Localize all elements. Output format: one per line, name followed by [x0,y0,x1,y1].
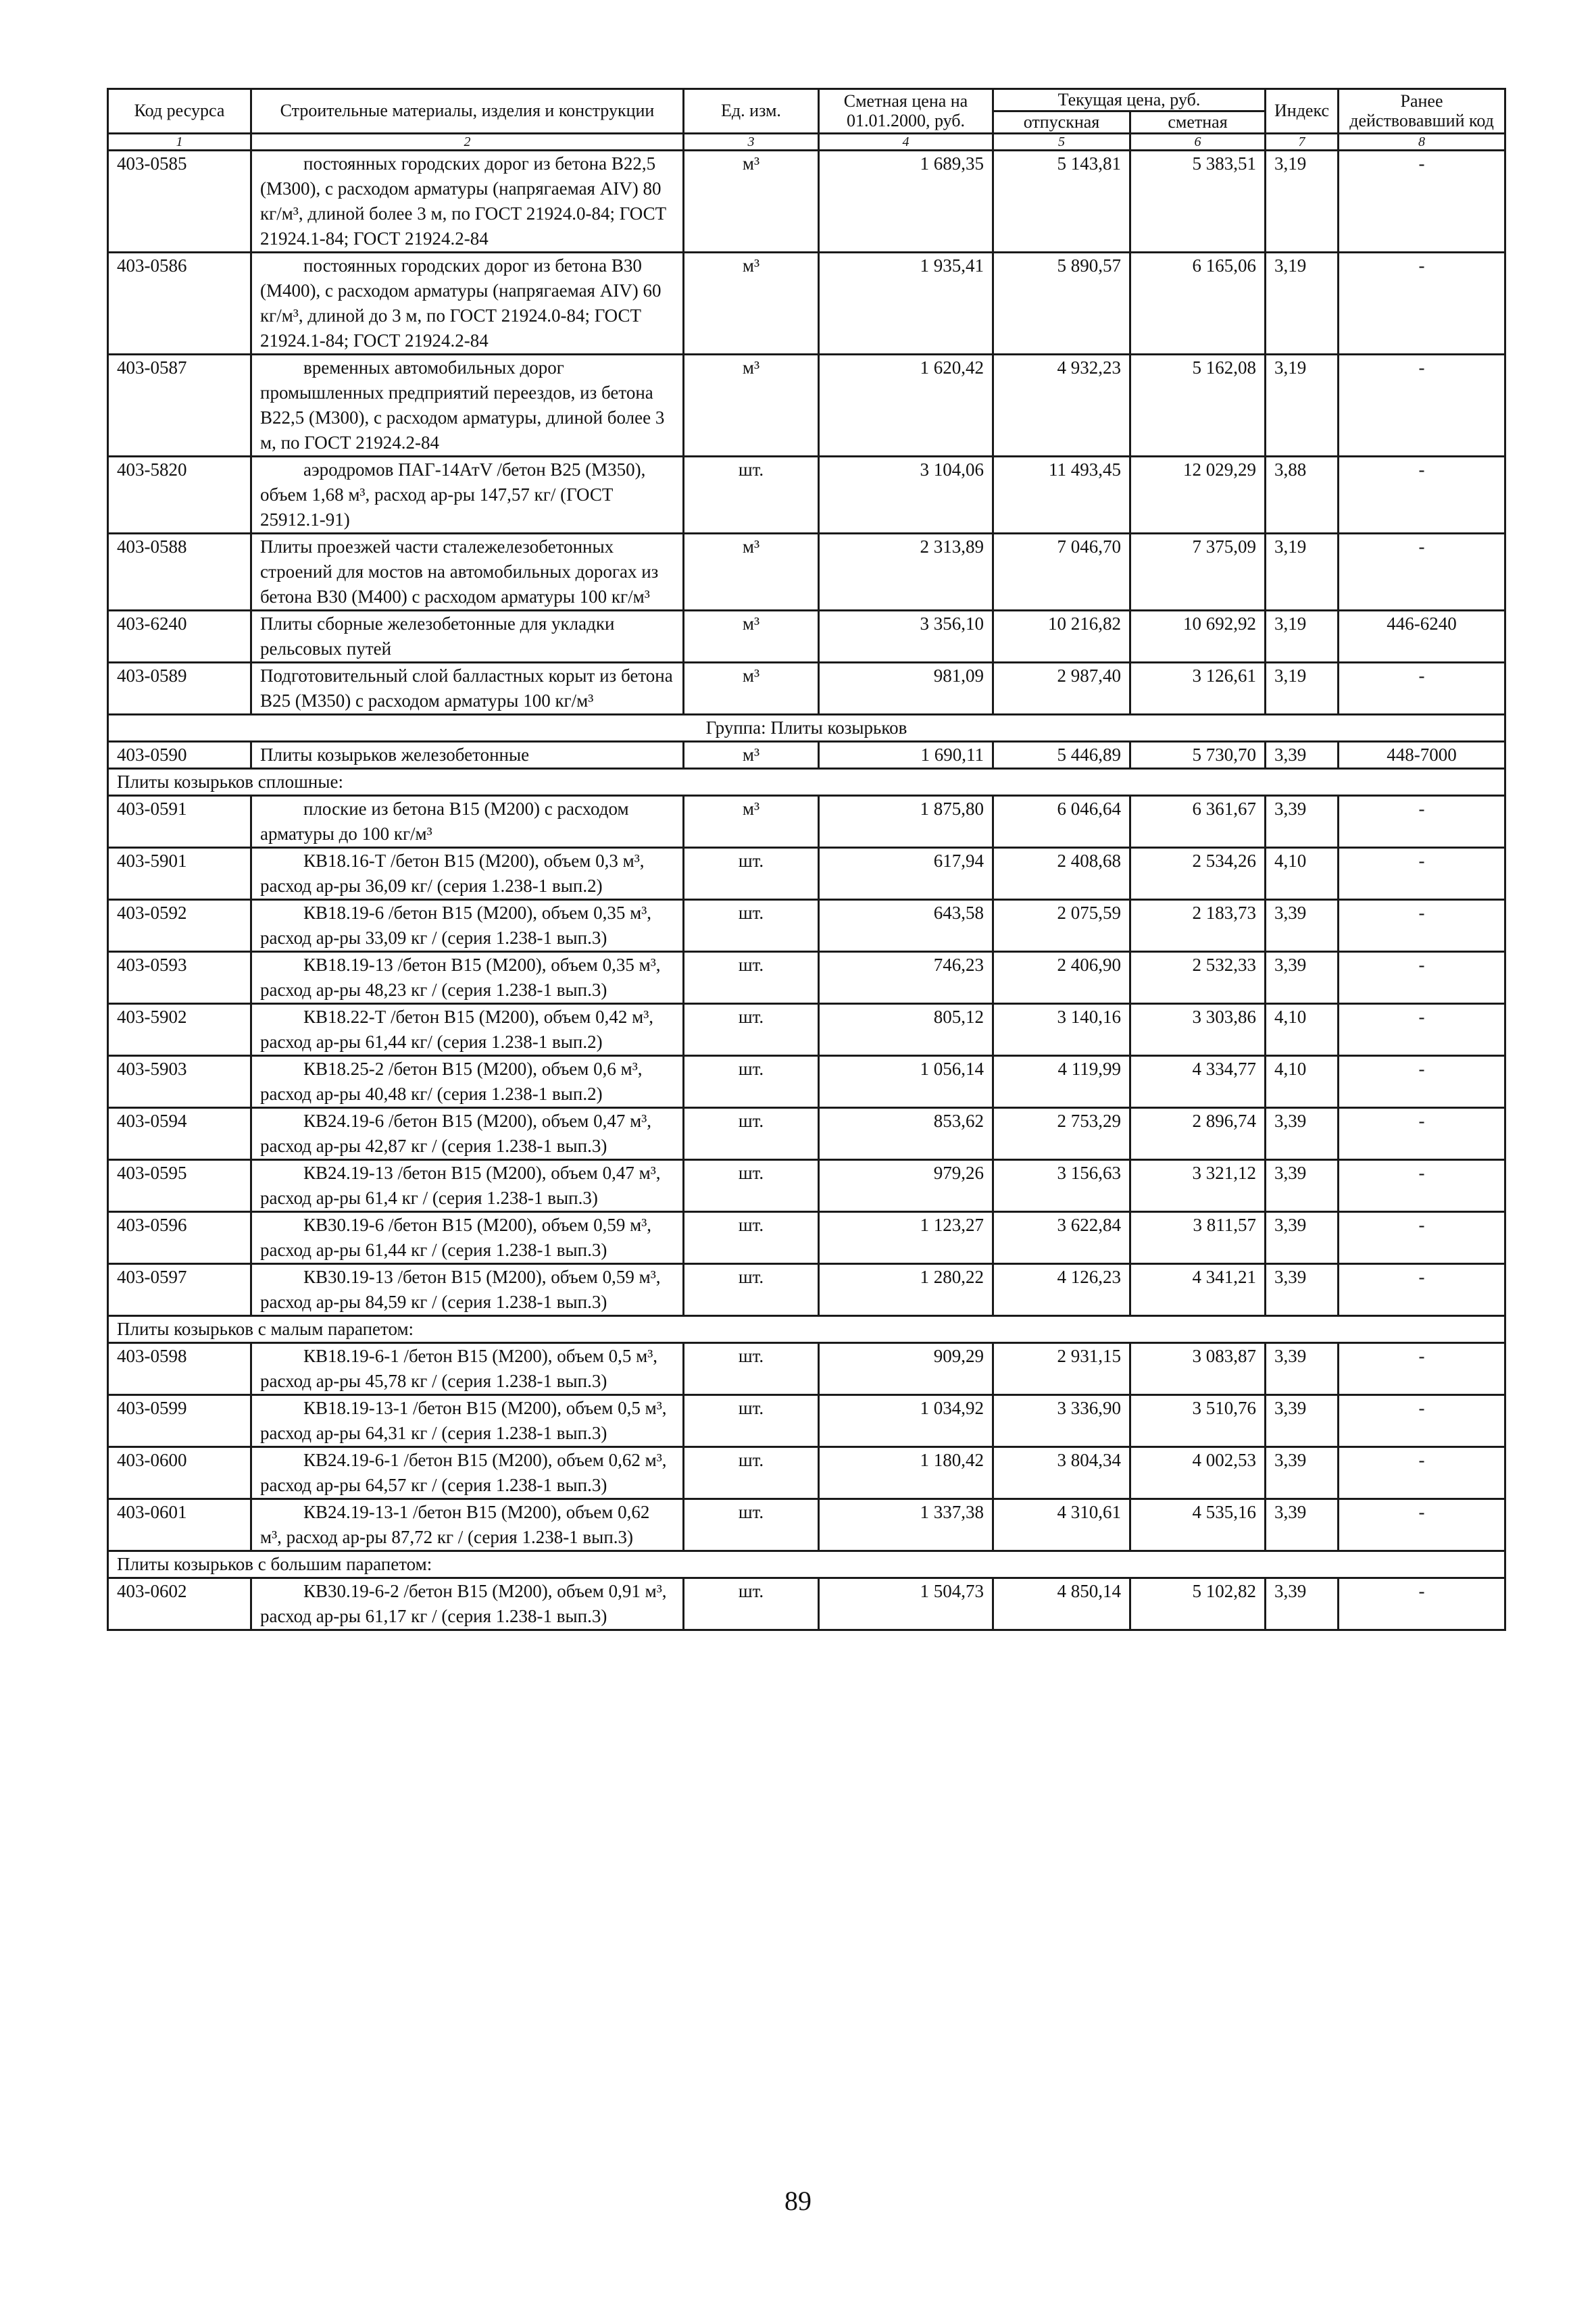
estimate-price-cell: 2 313,89 [819,533,993,610]
previous-code-cell: - [1339,1159,1505,1211]
index-cell: 3,39 [1266,1263,1339,1315]
unit-cell: шт. [684,456,819,533]
table-row [108,662,1505,714]
release-price-cell: 3 140,16 [993,1003,1130,1055]
resource-code-cell: 403-0590 [108,741,251,768]
estimate-price-cell: 1 337,38 [819,1499,993,1551]
description-cell: КВ18.19-13 /бетон В15 (М200), объем 0,35 м³, расход ар-ры 48,23 кг / (серия 1.238-1 вып.3) [251,951,684,1003]
header-estimate-price: Сметная цена на 01.01.2000, руб. [819,89,993,134]
resource-code-cell: 403-5903 [108,1055,251,1107]
header-code: Код ресурса [108,89,251,134]
previous-code-cell: - [1339,1447,1505,1499]
index-cell: 4,10 [1266,1055,1339,1107]
release-price-cell: 4 310,61 [993,1499,1130,1551]
resource-code-cell: 403-0599 [108,1394,251,1447]
description-cell: КВ18.25-2 /бетон В15 (М200), объем 0,6 м³, расход ар-ры 40,48 кг/ (серия 1.238-1 вып.2) [251,1055,684,1107]
group-heading-row [108,714,1505,741]
description-cell: КВ18.22-Т /бетон В15 (М200), объем 0,42 м³, расход ар-ры 61,44 кг/ (серия 1.238-1 вып.2) [251,1003,684,1055]
unit-cell: шт. [684,951,819,1003]
release-price-cell: 3 336,90 [993,1394,1130,1447]
release-price-cell: 2 075,59 [993,899,1130,951]
previous-code-cell: - [1339,847,1505,899]
estimate-price-cell: 981,09 [819,662,993,714]
unit-cell: шт. [684,1107,819,1159]
unit-cell: шт. [684,1447,819,1499]
unit-cell: шт. [684,1499,819,1551]
table-row [108,1447,1505,1499]
unit-cell: шт. [684,1263,819,1315]
column-number: 5 [993,133,1130,150]
column-number: 6 [1130,133,1266,150]
column-number-row [108,133,1505,150]
resource-code-cell: 403-0593 [108,951,251,1003]
header-release-price: отпускная [993,111,1130,133]
index-cell: 3,19 [1266,354,1339,456]
estimated-price-cell: 4 535,16 [1130,1499,1266,1551]
previous-code-cell: - [1339,1055,1505,1107]
unit-cell: м³ [684,354,819,456]
unit-cell: шт. [684,1159,819,1211]
subgroup-heading-row [108,768,1505,795]
description-cell: КВ30.19-6 /бетон В15 (М200), объем 0,59 м³, расход ар-ры 61,44 кг / (серия 1.238-1 вып.3) [251,1211,684,1263]
table-row [108,1003,1505,1055]
index-cell: 3,39 [1266,741,1339,768]
estimated-price-cell: 4 002,53 [1130,1447,1266,1499]
release-price-cell: 3 156,63 [993,1159,1130,1211]
table-row [108,1499,1505,1551]
previous-code-cell: - [1339,456,1505,533]
table-row [108,1107,1505,1159]
resource-code-cell: 403-0587 [108,354,251,456]
estimate-price-cell: 1 875,80 [819,795,993,847]
index-cell: 3,88 [1266,456,1339,533]
column-number: 4 [819,133,993,150]
resource-code-cell: 403-5901 [108,847,251,899]
release-price-cell: 5 446,89 [993,741,1130,768]
unit-cell: шт. [684,847,819,899]
table-row [108,951,1505,1003]
estimated-price-cell: 3 510,76 [1130,1394,1266,1447]
description-cell: постоянных городских дорог из бетона В22,5 (М300), с расходом арматуры (напрягаемая AIV) 80 кг/м³, длиной более 3 м, по ГОСТ 21924.0-84; ГОСТ 21924.1-84; ГОСТ 21924.2-84 [251,150,684,252]
release-price-cell: 3 804,34 [993,1447,1130,1499]
estimated-price-cell: 3 303,86 [1130,1003,1266,1055]
table-row [108,1578,1505,1630]
description-cell: временных автомобильных дорог промышленных предприятий переездов, из бетона В22,5 (М300), с расходом арматуры, длиной более 3 м, по ГОСТ 21924.2-84 [251,354,684,456]
table-row [108,1159,1505,1211]
subgroup-heading-row [108,1551,1505,1578]
estimate-price-cell: 1 690,11 [819,741,993,768]
previous-code-cell: - [1339,1107,1505,1159]
description-cell: КВ18.19-6 /бетон В15 (М200), объем 0,35 м³, расход ар-ры 33,09 кг / (серия 1.238-1 вып.3) [251,899,684,951]
table-row [108,533,1505,610]
estimate-price-cell: 1 180,42 [819,1447,993,1499]
estimated-price-cell: 5 162,08 [1130,354,1266,456]
resource-code-cell: 403-5820 [108,456,251,533]
previous-code-cell: - [1339,354,1505,456]
index-cell: 3,19 [1266,252,1339,354]
description-cell: Плиты сборные железобетонные для укладки рельсовых путей [251,610,684,662]
previous-code-cell: - [1339,951,1505,1003]
header-index: Индекс [1266,89,1339,134]
resource-code-cell: 403-0591 [108,795,251,847]
index-cell: 3,39 [1266,1394,1339,1447]
estimate-price-cell: 1 280,22 [819,1263,993,1315]
previous-code-cell: - [1339,1499,1505,1551]
table-row [108,252,1505,354]
release-price-cell: 5 890,57 [993,252,1130,354]
estimate-price-cell: 746,23 [819,951,993,1003]
unit-cell: шт. [684,1342,819,1394]
estimate-price-cell: 805,12 [819,1003,993,1055]
table-row [108,1211,1505,1263]
previous-code-cell: - [1339,795,1505,847]
unit-cell: шт. [684,1055,819,1107]
unit-cell: м³ [684,662,819,714]
index-cell: 3,39 [1266,899,1339,951]
release-price-cell: 4 932,23 [993,354,1130,456]
estimated-price-cell: 2 183,73 [1130,899,1266,951]
resource-code-cell: 403-0597 [108,1263,251,1315]
table-row [108,150,1505,252]
estimate-price-cell: 1 620,42 [819,354,993,456]
release-price-cell: 2 408,68 [993,847,1130,899]
unit-cell: м³ [684,610,819,662]
description-cell: аэродромов ПАГ-14АтV /бетон В25 (М350), объем 1,68 м³, расход ар-ры 147,57 кг/ (ГОСТ 25912.1-91) [251,456,684,533]
unit-cell: шт. [684,1003,819,1055]
release-price-cell: 2 406,90 [993,951,1130,1003]
estimated-price-cell: 2 532,33 [1130,951,1266,1003]
estimate-price-cell: 1 689,35 [819,150,993,252]
release-price-cell: 11 493,45 [993,456,1130,533]
resource-code-cell: 403-0596 [108,1211,251,1263]
table-row [108,610,1505,662]
estimate-price-cell: 1 123,27 [819,1211,993,1263]
index-cell: 3,39 [1266,1342,1339,1394]
description-cell: КВ18.16-Т /бетон В15 (М200), объем 0,3 м³, расход ар-ры 36,09 кг/ (серия 1.238-1 вып.2) [251,847,684,899]
header-previous-code: Ранее действовавший код [1339,89,1505,134]
resource-code-cell: 403-0601 [108,1499,251,1551]
estimate-price-cell: 1 504,73 [819,1578,993,1630]
subgroup-heading-row [108,1315,1505,1342]
estimate-price-cell: 1 935,41 [819,252,993,354]
estimated-price-cell: 3 811,57 [1130,1211,1266,1263]
resource-code-cell: 403-0592 [108,899,251,951]
estimate-price-cell: 3 356,10 [819,610,993,662]
release-price-cell: 4 119,99 [993,1055,1130,1107]
estimate-price-cell: 643,58 [819,899,993,951]
description-cell: КВ18.19-13-1 /бетон В15 (М200), объем 0,5 м³, расход ар-ры 64,31 кг / (серия 1.238-1 вып.3) [251,1394,684,1447]
resource-code-cell: 403-0600 [108,1447,251,1499]
index-cell: 3,39 [1266,795,1339,847]
resource-code-cell: 403-0585 [108,150,251,252]
index-cell: 3,39 [1266,1211,1339,1263]
estimate-price-cell: 909,29 [819,1342,993,1394]
unit-cell: шт. [684,1211,819,1263]
index-cell: 3,19 [1266,150,1339,252]
estimated-price-cell: 3 126,61 [1130,662,1266,714]
header-estimated-price: сметная [1130,111,1266,133]
estimated-price-cell: 2 896,74 [1130,1107,1266,1159]
estimated-price-cell: 3 321,12 [1130,1159,1266,1211]
estimated-price-cell: 4 334,77 [1130,1055,1266,1107]
estimated-price-cell: 4 341,21 [1130,1263,1266,1315]
description-cell: Плиты проезжей части сталежелезобетонных строений для мостов на автомобильных дорогах из бетона В30 (М400) с расходом арматуры 100 кг/м³ [251,533,684,610]
unit-cell: м³ [684,533,819,610]
estimated-price-cell: 5 102,82 [1130,1578,1266,1630]
index-cell: 3,19 [1266,533,1339,610]
previous-code-cell: - [1339,1578,1505,1630]
index-cell: 4,10 [1266,847,1339,899]
unit-cell: шт. [684,1578,819,1630]
price-table [107,88,1506,1631]
description-cell: КВ24.19-6 /бетон В15 (М200), объем 0,47 м³, расход ар-ры 42,87 кг / (серия 1.238-1 вып.3) [251,1107,684,1159]
resource-code-cell: 403-0595 [108,1159,251,1211]
previous-code-cell: - [1339,662,1505,714]
table-row [108,899,1505,951]
estimated-price-cell: 6 361,67 [1130,795,1266,847]
unit-cell: шт. [684,899,819,951]
index-cell: 3,39 [1266,1578,1339,1630]
index-cell: 3,39 [1266,1447,1339,1499]
release-price-cell: 5 143,81 [993,150,1130,252]
estimated-price-cell: 5 383,51 [1130,150,1266,252]
page-number: 89 [784,2186,812,2216]
estimated-price-cell: 10 692,92 [1130,610,1266,662]
table-row [108,1342,1505,1394]
resource-code-cell: 403-0602 [108,1578,251,1630]
resource-code-cell: 403-0594 [108,1107,251,1159]
column-number: 1 [108,133,251,150]
group-heading: Группа: Плиты козырьков [108,714,1505,741]
index-cell: 4,10 [1266,1003,1339,1055]
release-price-cell: 4 850,14 [993,1578,1130,1630]
estimate-price-cell: 979,26 [819,1159,993,1211]
header-unit: Ед. изм. [684,89,819,134]
column-number: 2 [251,133,684,150]
estimated-price-cell: 12 029,29 [1130,456,1266,533]
table-body [108,150,1505,1630]
estimate-price-cell: 617,94 [819,847,993,899]
description-cell: постоянных городских дорог из бетона В30 (М400), с расходом арматуры (напрягаемая AIV) 60 кг/м³, длиной до 3 м, по ГОСТ 21924.0-84; ГОСТ 21924.1-84; ГОСТ 21924.2-84 [251,252,684,354]
header-row [108,89,1505,111]
previous-code-cell: - [1339,533,1505,610]
description-cell: КВ24.19-6-1 /бетон В15 (М200), объем 0,62 м³, расход ар-ры 64,57 кг / (серия 1.238-1 вып.3) [251,1447,684,1499]
index-cell: 3,39 [1266,1107,1339,1159]
release-price-cell: 7 046,70 [993,533,1130,610]
unit-cell: м³ [684,252,819,354]
release-price-cell: 6 046,64 [993,795,1130,847]
header-materials: Строительные материалы, изделия и конструкции [251,89,684,134]
previous-code-cell: 448-7000 [1339,741,1505,768]
estimated-price-cell: 2 534,26 [1130,847,1266,899]
resource-code-cell: 403-0586 [108,252,251,354]
previous-code-cell: - [1339,1342,1505,1394]
unit-cell: м³ [684,795,819,847]
table-row [108,354,1505,456]
previous-code-cell: 446-6240 [1339,610,1505,662]
description-cell: Подготовительный слой балластных корыт из бетона В25 (М350) с расходом арматуры 100 кг/м³ [251,662,684,714]
column-number: 7 [1266,133,1339,150]
release-price-cell: 2 987,40 [993,662,1130,714]
subgroup-heading: Плиты козырьков сплошные: [108,768,1505,795]
subgroup-heading: Плиты козырьков с малым парапетом: [108,1315,1505,1342]
resource-code-cell: 403-0588 [108,533,251,610]
header-current-price: Текущая цена, руб. [993,89,1266,111]
release-price-cell: 2 931,15 [993,1342,1130,1394]
description-cell: КВ24.19-13-1 /бетон В15 (М200), объем 0,62 м³, расход ар-ры 87,72 кг / (серия 1.238-1 вып.3) [251,1499,684,1551]
estimate-price-cell: 1 056,14 [819,1055,993,1107]
unit-cell: м³ [684,741,819,768]
previous-code-cell: - [1339,1003,1505,1055]
table-row [108,1055,1505,1107]
estimate-price-cell: 3 104,06 [819,456,993,533]
column-number: 3 [684,133,819,150]
unit-cell: шт. [684,1394,819,1447]
index-cell: 3,39 [1266,951,1339,1003]
description-cell: КВ18.19-6-1 /бетон В15 (М200), объем 0,5 м³, расход ар-ры 45,78 кг / (серия 1.238-1 вып.3) [251,1342,684,1394]
table-row [108,1263,1505,1315]
release-price-cell: 10 216,82 [993,610,1130,662]
estimate-price-cell: 853,62 [819,1107,993,1159]
resource-code-cell: 403-0589 [108,662,251,714]
column-number: 8 [1339,133,1505,150]
table-row [108,847,1505,899]
description-cell: КВ30.19-13 /бетон В15 (М200), объем 0,59 м³, расход ар-ры 84,59 кг / (серия 1.238-1 вып.3) [251,1263,684,1315]
estimated-price-cell: 6 165,06 [1130,252,1266,354]
previous-code-cell: - [1339,150,1505,252]
subgroup-heading: Плиты козырьков с большим парапетом: [108,1551,1505,1578]
previous-code-cell: - [1339,1263,1505,1315]
release-price-cell: 4 126,23 [993,1263,1130,1315]
estimated-price-cell: 7 375,09 [1130,533,1266,610]
index-cell: 3,39 [1266,1499,1339,1551]
previous-code-cell: - [1339,1211,1505,1263]
estimate-price-cell: 1 034,92 [819,1394,993,1447]
index-cell: 3,19 [1266,610,1339,662]
estimated-price-cell: 3 083,87 [1130,1342,1266,1394]
previous-code-cell: - [1339,252,1505,354]
table-row [108,795,1505,847]
description-cell: Плиты козырьков железобетонные [251,741,684,768]
table-row [108,1394,1505,1447]
release-price-cell: 3 622,84 [993,1211,1130,1263]
index-cell: 3,19 [1266,662,1339,714]
release-price-cell: 2 753,29 [993,1107,1130,1159]
resource-code-cell: 403-6240 [108,610,251,662]
description-cell: КВ24.19-13 /бетон В15 (М200), объем 0,47 м³, расход ар-ры 61,4 кг / (серия 1.238-1 вып.3) [251,1159,684,1211]
previous-code-cell: - [1339,899,1505,951]
previous-code-cell: - [1339,1394,1505,1447]
description-cell: плоские из бетона В15 (М200) с расходом арматуры до 100 кг/м³ [251,795,684,847]
description-cell: КВ30.19-6-2 /бетон В15 (М200), объем 0,91 м³, расход ар-ры 61,17 кг / (серия 1.238-1 вып.3) [251,1578,684,1630]
table-row [108,741,1505,768]
estimated-price-cell: 5 730,70 [1130,741,1266,768]
unit-cell: м³ [684,150,819,252]
resource-code-cell: 403-0598 [108,1342,251,1394]
table-row [108,456,1505,533]
index-cell: 3,39 [1266,1159,1339,1211]
resource-code-cell: 403-5902 [108,1003,251,1055]
